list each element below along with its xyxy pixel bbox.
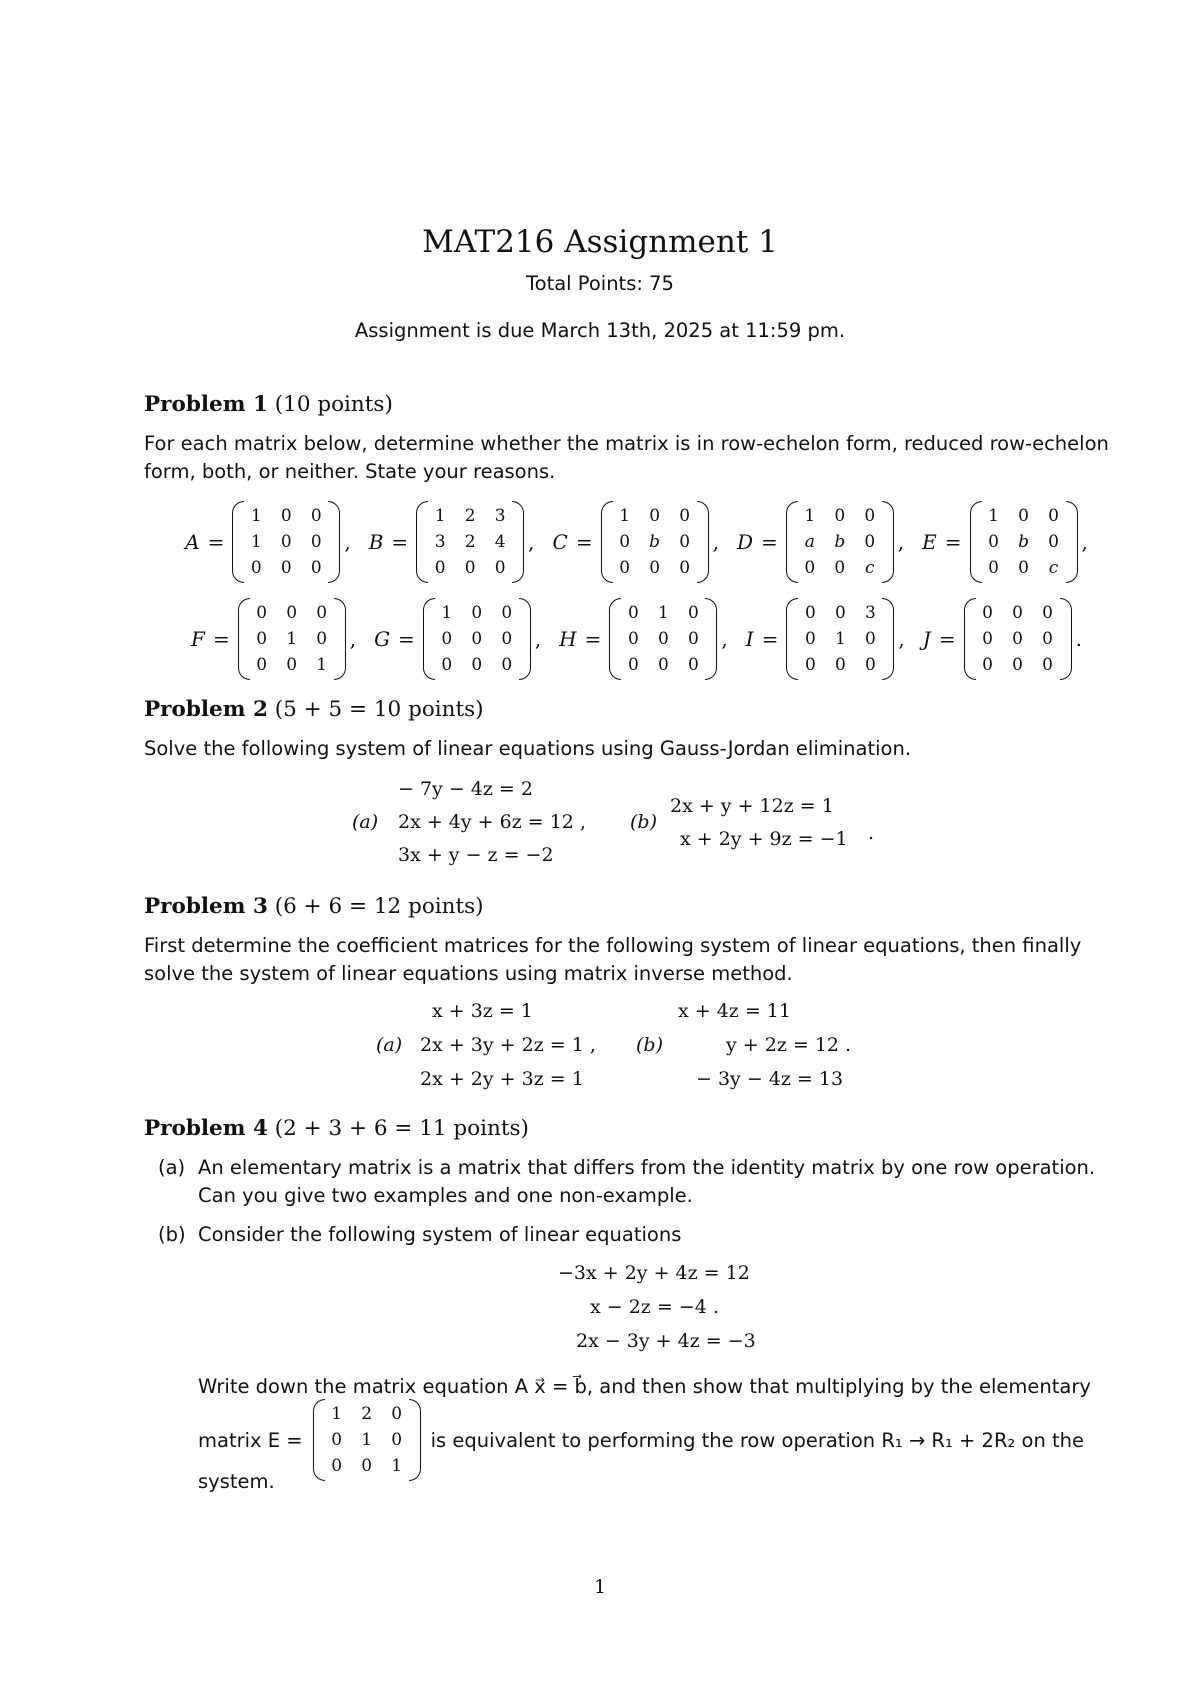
matrix-cell: 0	[805, 603, 816, 623]
matrix-cell: 1	[434, 506, 446, 526]
matrix-cell: 1	[316, 655, 328, 675]
problem-1-title: Problem 1	[144, 392, 268, 417]
matrix-cell: 0	[864, 506, 876, 526]
matrix-cell: 0	[619, 558, 631, 578]
system-a-eq-3: 3x + y − z = −2	[398, 844, 554, 866]
matrix-i	[746, 598, 905, 680]
matrix-cell: 0	[441, 629, 453, 649]
matrix-cell: 0	[256, 629, 268, 649]
matrix-label: I	[745, 627, 754, 651]
equals-sign: =	[212, 627, 230, 651]
part-b-text-3: system.	[198, 1470, 275, 1493]
matrix-label: B	[368, 530, 384, 554]
equals-sign: =	[398, 627, 415, 651]
matrix-cell: 3	[865, 603, 876, 623]
matrix-body	[609, 598, 717, 680]
separator: ,	[528, 530, 535, 554]
matrix-label: F	[191, 627, 205, 651]
matrix-a	[185, 501, 351, 583]
matrix-body	[786, 598, 894, 680]
matrix-cell: 0	[865, 629, 876, 649]
matrix-cell: c	[1048, 558, 1059, 578]
system-a-label: (a)	[352, 811, 379, 833]
system-a-eq-3: 2x + 2y + 3z = 1	[420, 1068, 584, 1090]
matrix-cell: 0	[391, 1404, 403, 1424]
matrix-cell: 0	[627, 655, 639, 675]
problem-3-systems	[0, 1000, 1200, 1100]
separator: ,	[898, 627, 905, 651]
system-b-label: (b)	[630, 811, 657, 833]
matrix-cell: 1	[657, 603, 669, 623]
matrix-cell: 0	[494, 558, 506, 578]
system-eq-2: x − 2z = −4 .	[590, 1296, 719, 1318]
matrix-cell: 0	[280, 532, 292, 552]
matrix-cell: 2	[361, 1404, 373, 1424]
system-eq-1: −3x + 2y + 4z = 12	[558, 1262, 750, 1284]
matrix-g	[374, 598, 541, 680]
matrix-cell: 0	[256, 603, 268, 623]
matrix-cell: 0	[805, 655, 816, 675]
matrix-cell: 0	[280, 558, 292, 578]
problem-4-system	[0, 1262, 1200, 1362]
matrix-cell: 4	[494, 532, 506, 552]
problem-2-systems	[0, 778, 1200, 878]
problem-2-points: (5 + 5 = 10 points)	[274, 697, 484, 722]
matrix-c	[553, 501, 719, 583]
matrix-f	[191, 598, 356, 680]
matrix-cell: 0	[391, 1430, 403, 1450]
page-number: 1	[593, 1576, 607, 1598]
matrix-cell: 0	[679, 532, 691, 552]
matrix-cell: 0	[471, 603, 483, 623]
matrix-cell: 0	[286, 603, 298, 623]
matrix-cell: 0	[982, 629, 993, 649]
matrix-cell: 0	[1018, 558, 1029, 578]
equals-sign: =	[761, 627, 779, 651]
matrix-cell: 0	[471, 629, 483, 649]
separator: ,	[721, 627, 728, 651]
matrix-cell: 0	[834, 558, 846, 578]
problem-3-heading	[144, 893, 484, 921]
system-a-eq-2: 2x + 4y + 6z = 12 ,	[398, 811, 586, 833]
system-b-label: (b)	[636, 1034, 663, 1056]
matrix-cell: 3	[494, 506, 506, 526]
matrix-body	[232, 501, 340, 583]
matrix-cell: 0	[1012, 655, 1023, 675]
equals-sign: =	[584, 627, 602, 651]
matrix-cell: 0	[250, 558, 262, 578]
matrix-d	[737, 501, 904, 583]
part-a-text: An elementary matrix is a matrix that differs from the identity matrix by one row operation. Can you give two examples and one non-example.	[198, 1156, 1096, 1207]
problem-2-heading	[144, 696, 484, 724]
matrix-cell: 0	[434, 558, 446, 578]
matrix-cell: 0	[1012, 629, 1023, 649]
matrix-e	[922, 501, 1088, 583]
problem-3-points: (6 + 6 = 12 points)	[274, 894, 484, 919]
matrix-cell: 0	[988, 558, 999, 578]
part-b-text: Consider the following system of linear equations	[198, 1223, 682, 1246]
matrix-label: H	[559, 627, 577, 651]
separator: ,	[1081, 530, 1088, 554]
separator: .	[1075, 627, 1082, 651]
equals-sign: =	[575, 530, 593, 554]
matrix-cell: 0	[441, 655, 453, 675]
matrix-cell: 0	[687, 655, 699, 675]
part-b-tag: (b)	[158, 1223, 186, 1246]
matrix-cell: 1	[441, 603, 453, 623]
matrix-cell: c	[865, 558, 875, 578]
problem-1-points: (10 points)	[274, 392, 393, 417]
equals-sign: =	[938, 627, 956, 651]
matrix-cell: 0	[649, 558, 661, 578]
matrix-cell: 1	[250, 506, 262, 526]
due-date: Assignment is due March 13th, 2025 at 11:59 pm.	[354, 319, 846, 342]
matrix-cell: 0	[1042, 603, 1053, 623]
matrix-cell: b	[1018, 532, 1029, 552]
matrix-cell: 0	[501, 629, 513, 649]
matrix-body	[601, 501, 709, 583]
matrix-body	[423, 598, 531, 680]
matrix-cell: 0	[501, 655, 513, 675]
matrix-cell: 1	[331, 1404, 343, 1424]
matrix-cell: 0	[310, 532, 322, 552]
matrix-cell: 1	[835, 629, 846, 649]
matrix-e-suffix: is equivalent to performing the row operation R₁ → R₁ + 2R₂ on the	[430, 1428, 1084, 1452]
matrix-cell: 0	[464, 558, 476, 578]
matrix-cell: 0	[982, 603, 993, 623]
system-a-eq-1: − 7y − 4z = 2	[398, 778, 533, 800]
problem-4-title: Problem 4	[144, 1116, 268, 1141]
part-b-text-2: Write down the matrix equation A x⃗ = b⃗, and then show that multiplying by the elementary	[198, 1375, 1091, 1398]
matrix-cell: 0	[361, 1456, 373, 1476]
matrix-cell: 0	[316, 629, 328, 649]
matrix-row-1	[144, 500, 1129, 584]
separator: ,	[897, 530, 905, 554]
separator: ,	[349, 627, 357, 651]
system-b-eq-3: − 3y − 4z = 13	[696, 1068, 844, 1090]
matrix-cell: 0	[501, 603, 513, 623]
matrix-cell: 2	[464, 506, 476, 526]
matrix-cell: b	[834, 532, 846, 552]
system-b-eq-2: y + 2z = 12 .	[726, 1034, 852, 1056]
equals-sign: =	[761, 530, 778, 554]
total-points: Total Points: 75	[526, 272, 674, 295]
matrix-cell: 0	[687, 603, 699, 623]
matrix-cell: 0	[286, 655, 298, 675]
matrix-cell: 0	[627, 629, 639, 649]
matrix-cell: 0	[1048, 506, 1059, 526]
matrix-cell: 0	[679, 506, 691, 526]
separator: ,	[712, 530, 719, 554]
problem-4-part-a	[158, 1154, 1130, 1210]
matrix-body	[970, 501, 1078, 583]
equals-sign: =	[944, 530, 962, 554]
problem-4-heading	[144, 1115, 529, 1143]
matrix-cell: 0	[982, 655, 993, 675]
problem-2-text: Solve the following system of linear equations using Gauss-Jordan elimination.	[144, 737, 912, 760]
matrix-cell: 0	[835, 603, 846, 623]
matrix-body	[964, 598, 1072, 680]
matrix-cell: 0	[865, 655, 876, 675]
matrix-cell: 0	[657, 629, 669, 649]
matrix-body	[416, 501, 524, 583]
matrix-cell: 0	[1048, 532, 1059, 552]
equals-sign: =	[207, 530, 225, 554]
document-title: MAT216 Assignment 1	[422, 224, 778, 260]
matrix-label: E	[922, 530, 937, 554]
matrix-cell: 0	[649, 506, 661, 526]
matrix-b	[369, 501, 535, 583]
matrix-cell: 1	[391, 1456, 403, 1476]
matrix-cell: 0	[1042, 629, 1053, 649]
matrix-cell: 0	[804, 558, 816, 578]
matrix-cell: 0	[310, 558, 322, 578]
matrix-cell: 0	[280, 506, 292, 526]
problem-3-title: Problem 3	[144, 894, 268, 919]
matrix-cell: 0	[679, 558, 691, 578]
matrix-e-prefix: matrix E =	[198, 1428, 303, 1452]
system-eq-3: 2x − 3y + 4z = −3	[576, 1330, 756, 1352]
matrix-label: A	[185, 530, 200, 554]
matrix-label: D	[736, 530, 754, 554]
matrix-label: J	[922, 627, 931, 651]
matrix-label: G	[374, 627, 391, 651]
matrix-cell: 0	[256, 655, 268, 675]
matrix-cell: 0	[835, 655, 846, 675]
problem-4-points: (2 + 3 + 6 = 11 points)	[274, 1116, 529, 1141]
matrix-cell: 1	[619, 506, 631, 526]
system-a-label: (a)	[376, 1034, 403, 1056]
matrix-j	[923, 598, 1082, 680]
system-a-eq-1: x + 3z = 1	[432, 1000, 533, 1022]
problem-2-title: Problem 2	[144, 697, 268, 722]
matrix-cell: 0	[627, 603, 639, 623]
matrix-cell: 1	[250, 532, 262, 552]
system-b-eq-1: 2x + y + 12z = 1	[670, 795, 834, 817]
part-a-tag: (a)	[158, 1156, 186, 1179]
matrix-label: C	[552, 530, 568, 554]
matrix-cell: 0	[316, 603, 328, 623]
matrix-cell: 3	[434, 532, 446, 552]
equals-sign: =	[391, 530, 409, 554]
matrix-cell: 1	[286, 629, 298, 649]
matrix-body	[238, 598, 346, 680]
matrix-cell: 0	[988, 532, 999, 552]
problem-1-heading	[144, 391, 393, 419]
matrix-cell: 0	[1018, 506, 1029, 526]
separator: ,	[344, 530, 351, 554]
matrix-cell: 0	[805, 629, 816, 649]
matrix-cell: 0	[864, 532, 876, 552]
matrix-cell: 0	[471, 655, 483, 675]
problem-3-text: First determine the coefficient matrices for the following system of linear equations, then finally solve the system of linear equations using matrix inverse method.	[144, 934, 1082, 985]
system-a-eq-2: 2x + 3y + 2z = 1 ,	[420, 1034, 596, 1056]
matrix-body	[786, 501, 894, 583]
system-b-eq-1: x + 4z = 11	[678, 1000, 791, 1022]
system-b-eq-2: x + 2y + 9z = −1	[680, 828, 848, 850]
matrix-cell: 0	[1042, 655, 1053, 675]
matrix-cell: 0	[331, 1456, 343, 1476]
problem-1-text: For each matrix below, determine whether the matrix is in row-echelon form, reduced row-echelon form, both, or neither. State your reasons.	[144, 432, 1109, 483]
matrix-cell: 1	[804, 506, 816, 526]
matrix-cell: 0	[619, 532, 631, 552]
matrix-cell: a	[804, 532, 815, 552]
matrix-h	[559, 598, 728, 680]
separator: ,	[534, 627, 542, 651]
matrix-row-2	[144, 597, 1129, 681]
problem-4-part-b	[158, 1221, 1130, 1249]
matrix-cell: 1	[988, 506, 999, 526]
matrix-cell: 2	[464, 532, 476, 552]
matrix-cell: b	[649, 532, 661, 552]
matrix-cell: 0	[331, 1430, 343, 1450]
system-b-end: .	[868, 822, 875, 844]
matrix-cell: 0	[310, 506, 322, 526]
matrix-cell: 0	[657, 655, 669, 675]
matrix-cell: 0	[687, 629, 699, 649]
matrix-cell: 0	[1012, 603, 1023, 623]
matrix-cell: 0	[834, 506, 846, 526]
matrix-cell: 1	[361, 1430, 373, 1450]
